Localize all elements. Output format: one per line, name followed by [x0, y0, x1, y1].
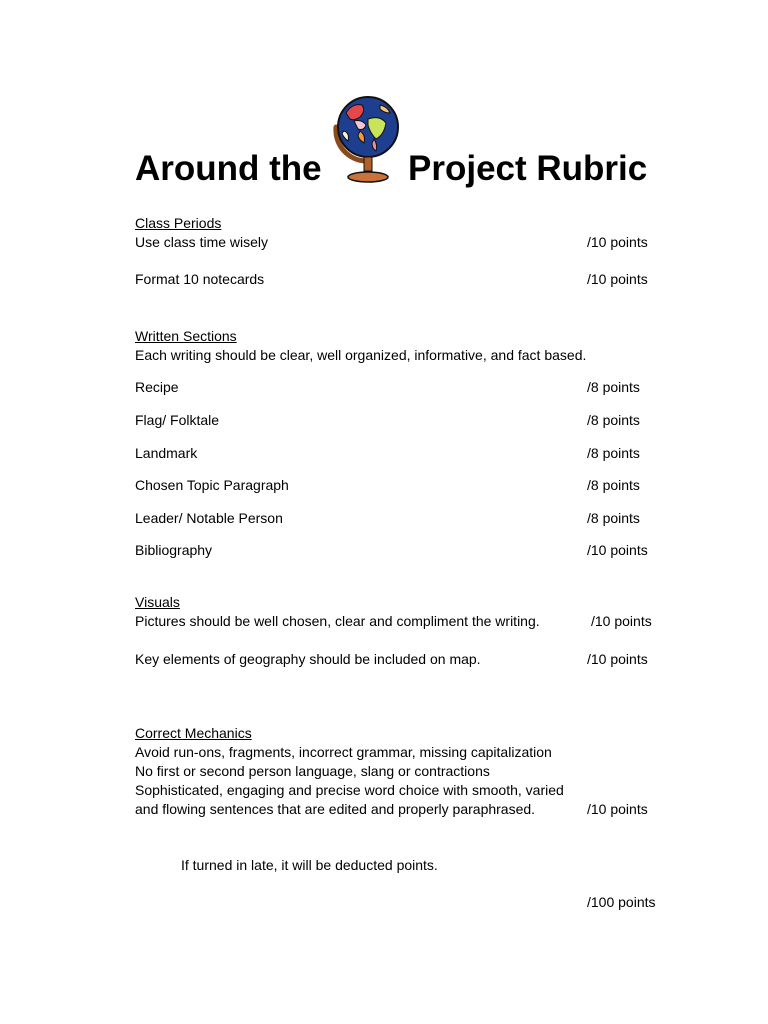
section-heading-written-sections: Written Sections — [135, 328, 237, 344]
section-heading-visuals: Visuals — [135, 594, 180, 610]
rubric-item-points: /8 points — [587, 445, 640, 461]
rubric-item-points: /10 points — [587, 234, 648, 250]
title-suffix: Project Rubric — [408, 149, 648, 188]
mechanics-line: Sophisticated, engaging and precise word choice with smooth, varied — [135, 782, 564, 798]
rubric-item-label: Pictures should be well chosen, clear and compliment the writing. — [135, 613, 540, 629]
rubric-item-points: /10 points — [591, 613, 652, 629]
mechanics-line: Avoid run-ons, fragments, incorrect grammar, missing capitalization — [135, 744, 552, 760]
section-heading-mechanics: Correct Mechanics — [135, 725, 252, 741]
rubric-item-label: Flag/ Folktale — [135, 412, 220, 428]
section-heading-class-periods: Class Periods — [135, 215, 222, 231]
rubric-item-points: /10 points — [587, 651, 648, 667]
rubric-item-label: Landmark — [135, 445, 198, 461]
rubric-item-label: Recipe — [135, 379, 179, 395]
total-points: /100 points — [587, 894, 656, 910]
rubric-item-points: /8 points — [587, 510, 640, 526]
rubric-item-points: /8 points — [587, 412, 640, 428]
rubric-item-points: /10 points — [587, 271, 648, 287]
rubric-item-label: Bibliography — [135, 542, 213, 558]
mechanics-line: No first or second person language, slang or contractions — [135, 763, 490, 779]
section-description: Each writing should be clear, well organized, informative, and fact based. — [135, 347, 587, 363]
rubric-item-points: /8 points — [587, 477, 640, 493]
rubric-item-label: Leader/ Notable Person — [135, 510, 283, 526]
rubric-item-label: Key elements of geography should be included on map. — [135, 651, 481, 667]
rubric-item-points: /10 points — [587, 801, 648, 817]
rubric-item-points: /8 points — [587, 379, 640, 395]
title-prefix: Around the — [135, 149, 322, 188]
rubric-item-points: /10 points — [587, 542, 648, 558]
mechanics-line: and flowing sentences that are edited and properly paraphrased. — [135, 801, 536, 817]
rubric-item-label: Chosen Topic Paragraph — [135, 477, 289, 493]
late-note: If turned in late, it will be deducted points. — [181, 857, 438, 873]
rubric-item-label: Use class time wisely — [135, 234, 269, 250]
rubric-item-label: Format 10 notecards — [135, 271, 265, 287]
globe-icon — [330, 91, 402, 185]
